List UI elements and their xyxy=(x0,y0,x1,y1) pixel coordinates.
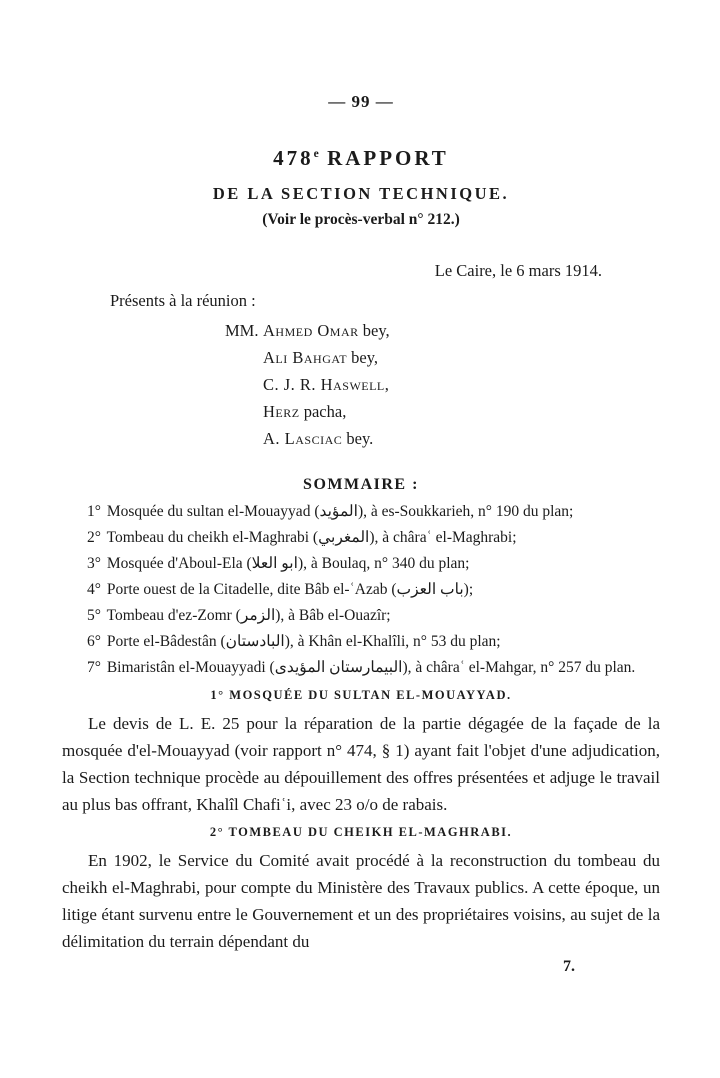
page-number: — 99 — xyxy=(328,92,394,111)
sommaire-item-number: 3° xyxy=(87,555,101,572)
attendee-title: bey, xyxy=(358,321,390,340)
sommaire-list xyxy=(62,499,660,681)
section-1-heading xyxy=(62,688,660,703)
section-1-number: 1° xyxy=(210,688,225,702)
report-title-word: RAPPORT xyxy=(327,146,449,170)
attendee-name: C. J. R. Haswell xyxy=(263,375,385,394)
attendee-row xyxy=(225,425,660,452)
attendee-name: Ali Bahgat xyxy=(263,348,348,367)
sommaire-item-number: 5° xyxy=(87,607,101,624)
attendee-list xyxy=(225,317,660,452)
sommaire-item xyxy=(62,603,660,629)
sommaire-item-text: Mosquée d'Aboul-Ela (ابو العلا), à Boulaq, n° 340 du plan; xyxy=(106,555,470,572)
sommaire-item-number: 4° xyxy=(87,581,101,598)
report-subtitle: DE LA SECTION TECHNIQUE. xyxy=(212,184,510,203)
signature-mark: 7. xyxy=(563,958,575,975)
attendee-title: pacha, xyxy=(299,402,347,421)
attendee-row xyxy=(225,317,660,344)
attendees-prefix: MM. xyxy=(225,321,259,340)
report-title-number: 478 xyxy=(273,146,314,170)
sommaire-item-text: Porte ouest de la Citadelle, dite Bâb el-ʿAzab (باب العزب); xyxy=(106,581,474,598)
report-title-ordinal: e xyxy=(313,148,319,160)
sommaire-item xyxy=(62,655,660,681)
attendee-name: A. Lasciac xyxy=(263,429,343,448)
sommaire-item-text: Bimaristân el-Mouayyadi (البيمارستان المؤيدى), à châraʿ el-Mahgar, n° 257 du plan. xyxy=(106,659,636,676)
sommaire-item xyxy=(62,499,660,525)
sommaire-item-number: 2° xyxy=(87,529,101,546)
section-2-paragraph: En 1902, le Service du Comité avait procédé à la reconstruction du tombeau du cheikh el-Maghrabi, pour compte du Ministère des Travaux publics. A cette époque, un litige étant survenu entre le Gouvernement et un des propriétaires voisins, au sujet de la délimitation du terrain dépendant du xyxy=(62,851,660,951)
attendee-name: Herz xyxy=(263,402,300,421)
section-2-title: TOMBEAU DU CHEIKH EL-MAGHRABI. xyxy=(228,825,513,839)
sommaire-item xyxy=(62,525,660,551)
dateline: Le Caire, le 6 mars 1914. xyxy=(434,261,602,280)
sommaire-item xyxy=(62,551,660,577)
attendee-title: , xyxy=(384,375,389,394)
sommaire-item-text: Mosquée du sultan el-Mouayyad (المؤيد), à es-Soukkarieh, n° 190 du plan; xyxy=(106,503,574,520)
sommaire-item-text: Porte el-Bâdestân (البادستان), à Khân el-Khalîli, n° 53 du plan; xyxy=(106,633,501,650)
attendee-title: bey, xyxy=(347,348,379,367)
attendee-row xyxy=(225,398,660,425)
sommaire-item-number: 6° xyxy=(87,633,101,650)
sommaire-item xyxy=(62,629,660,655)
sommaire-item-text: Tombeau du cheikh el-Maghrabi (المغربي), à châraʿ el-Maghrabi; xyxy=(106,529,517,546)
attendance-label: Présents à la réunion : xyxy=(110,291,256,310)
attendee-row xyxy=(225,344,660,371)
report-title xyxy=(62,146,660,171)
attendee-title: bey. xyxy=(342,429,374,448)
section-1-title: MOSQUÉE DU SULTAN EL-MOUAYYAD. xyxy=(229,688,512,702)
sommaire-item xyxy=(62,577,660,603)
attendee-name: Ahmed Omar xyxy=(263,321,359,340)
sommaire-heading: SOMMAIRE : xyxy=(303,476,419,493)
attendee-row xyxy=(225,371,660,398)
proces-verbal-reference: (Voir le procès-verbal n° 212.) xyxy=(262,211,460,228)
sommaire-item-number: 7° xyxy=(87,659,101,676)
section-1-paragraph: Le devis de L. E. 25 pour la réparation de la partie dégagée de la façade de la mosquée d'el-Mouayyad (voir rapport n° 474, § 1) ayant fait l'objet d'une adjudication, la Section technique procède au dépouillement des offres présentées et adjuge le travail au plus bas offrant, Khalîl Chafiʿi, avec 23 o/o de rabais. xyxy=(62,714,660,814)
section-2-number: 2° xyxy=(209,825,225,839)
section-2-heading xyxy=(62,825,660,840)
sommaire-item-text: Tombeau d'ez-Zomr (الزمر), à Bâb el-Ouazîr; xyxy=(106,607,391,624)
sommaire-item-number: 1° xyxy=(87,503,101,520)
